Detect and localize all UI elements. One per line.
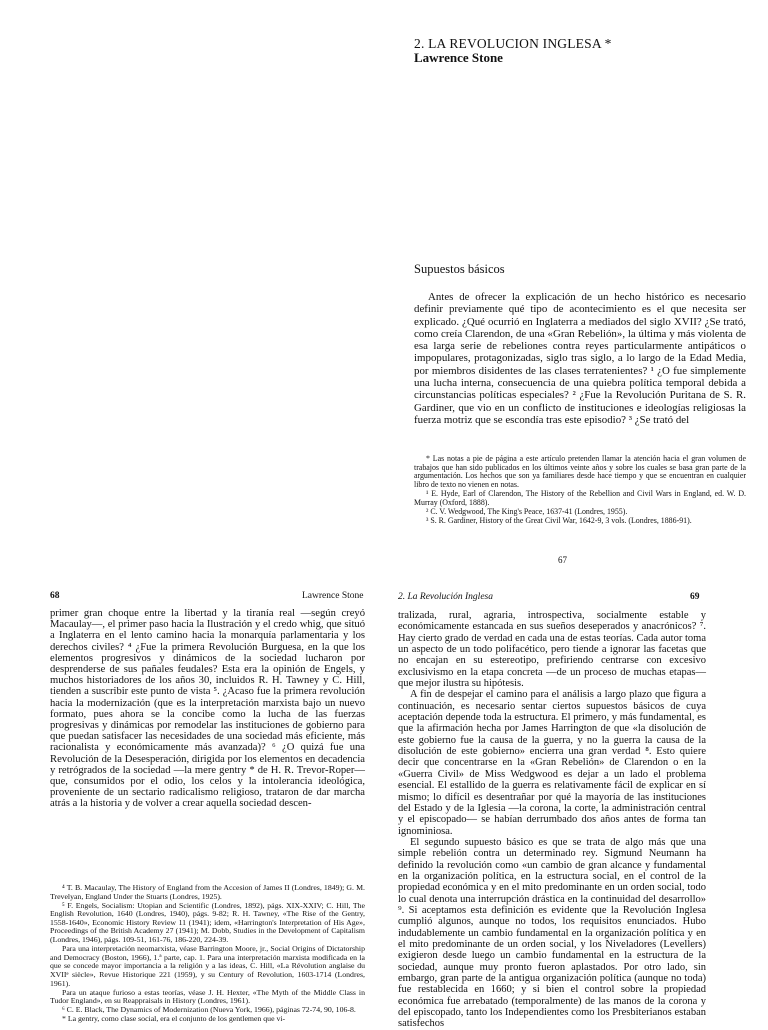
footnotes (50, 884, 365, 1025)
chapter-title: 2. LA REVOLUCION INGLESA * (414, 36, 612, 51)
page-68 (0, 582, 384, 1024)
footnotes (414, 455, 746, 527)
running-head: 2. La Revolución Inglesa (398, 592, 493, 602)
footnote: Para una interpretación neomarxista, véase Barrington Moore, jr., Social Origins of Dictatorship and Democracy (Boston, 1966), 1.ª parte, cap. 1. Para una interpretación marxista modificada en la que se concede mayor importancia a la religión y a las ideas, C. Hill, «La Révolution anglaise du XVIIᵉ siècle», Revue Historique 221 (1959), y su Century of Revolution, 1603-1714 (Londres, 1961). (50, 944, 365, 988)
paragraph: El segundo supuesto básico es que se trata de algo más que una simple rebelión contra un determinado rey. Sigmund Neumann ha definido la revolución como «un cambio de gran alcance y fundamental en la organización política, en la estructura social, en el control de la propiedad económica y en el mito predominante en un orden social, todo lo cual denota una interrupción drástica en la continuidad del desarrollo» ⁹. Si aceptamos esta definición es evidente que la Revolución Inglesa cumplió algunos, aunque no todos, los requisitos enunciados. Hubo indudablemente un cambio fundamental en la organización política y en el mito predominante de un orden social, y los Niveladores (Levellers) exigieron desde luego un cambio fundamental en la estructura de la sociedad, aunque muy pronto fueron aplastados. Por otro lado, sin embargo, gran parte de la antigua organización política (aunque no toda) fue restablecida en 1660; y si bien el control sobre la propiedad económica fue arrebatado (temporalmente) de las manos de la corona y del episcopado, tanto los Independientes como los Presbiterianos estaban satisfechos (398, 836, 706, 1030)
page-header (50, 591, 364, 605)
paragraph: tralizada, rural, agraria, introspectiva, socialmente estable y económicamente estancada en sus sueños deseperados y anacrónicos? ⁷. Hay cierto grado de verdad en cada una de estas teorías. Cada autor toma un aspecto de un todo polifacético, pero tiende a ignorar las facetas que no encajan en su estereotipo, prefiriendo centrarse con excesivo exclusivismo en la etapa concreta —de un proceso de muchas etapas— que mejor ilustra su hipótesis. (398, 610, 706, 690)
chapter-author: Lawrence Stone (414, 50, 503, 65)
footnote: ² C. V. Wedgwood, The King's Peace, 1637-41 (Londres, 1955). (426, 507, 628, 517)
footnote: ¹ E. Hyde, Earl of Clarendon, The History of the Rebellion and Civil Wars in England, ed. W. D. Murray (Oxford, 1888). (414, 489, 746, 508)
footnote: * Las notas a pie de página a este artículo pretenden llamar la atención hacia el gran volumen de trabajos que han sido publicados en los últimos veinte años y sobre los cuales se basa gran parte de la argumentación. Los hechos que son ya familiares desde hace tiempo y que se encuentran en cualquier libro de texto no vienen en notas. (414, 454, 746, 490)
page-header (398, 592, 706, 606)
footnote: ⁶ C. E. Black, The Dynamics of Modernization (Nueva York, 1966), páginas 72-74, 90, 106-8. (62, 1005, 356, 1015)
footnote: ⁴ T. B. Macaulay, The History of England from the Accesion of James II (Londres, 1849); G. M. Trevelyan, England Under the Stuarts (Londres, 1925). (50, 883, 365, 901)
body-text (414, 291, 746, 426)
page-number: 69 (690, 592, 700, 602)
paragraph: A fin de despejar el camino para el análisis a largo plazo que figura a continuación, es necesario sentar ciertos supuestos básicos de cuya aceptación depende toda la estructura. El primero, y más fundamental, es que la afirmación hecha por James Harrington de que «la disolución de este gobierno fue la causa de la guerra, y no la guerra la causa de la disolución de este gobierno» encierra una gran verdad ⁸. Esto quiere decir que concentrarse en la «Gran Rebelión» de Clarendon o en la «Guerra Civil» de Miss Wedgwood es dejar a un lado el problema esencial. El estallido de la guerra es relativamente fácil de explicar en sí mismo; lo difícil es desentrañar por qué la mayoría de las instituciones del Estado y de la Iglesia —la corona, la corte, la administración central y el episcopado— se habían derrumbado dos años antes de forma tan ignominiosa. (398, 689, 706, 837)
footnote: ³ S. R. Gardiner, History of the Great Civil War, 1642-9, 3 vols. (Londres, 1886-91). (426, 516, 692, 526)
section-heading: Supuestos básicos (414, 262, 505, 276)
paragraph: primer gran choque entre la libertad y la tiranía real —según creyó Macaulay—, el primer paso hacia la Ilustración y el credo whig, que situó a Inglaterra en el lento camino hacia la monarquía parlamentaria y los derechos civiles? ⁴ ¿Fue la primera Revolución Burguesa, en la que los elementos progresivos y dinámicos de la sociedad lucharon por desprenderse de sus pañales feudales? Esta era la opinión de Engels, y muchos historiadores de los años 30, incluidos R. H. Tawney y C. Hill, tienden a suscribir este punto de vista ⁵. ¿Acaso fue la primera revolución hacia la modernización (que es la interpretación marxista bajo un nuevo formato, pues ahora se la concibe como la lucha de las fuerzas progresivas y dinámicas por remodelar las instituciones de gobierno para que puedan satisfacer las necesidades de una sociedad más eficiente, más racionalista y económicamente más avanzada)? ⁶ ¿O quizá fue una Revolución de la Desesperación, dirigida por los elementos en decadencia y retrógrados de la sociedad —la mere gentry * de H. R. Trevor-Roper— que, consumidos por el odio, los celos y la intolerancia ideológica, proveniente de un sectario radicalismo religioso, trataron de dar marcha atrás a la historia y de volver a crear aquella sociedad descen- (50, 608, 365, 810)
footnote: ⁵ F. Engels, Socialism: Utopian and Scientific (Londres, 1892), págs. XIX-XXIV; C. Hill, The English Revolution, 1640 (Londres, 1940), págs. 9-82; R. H. Tawney, «The Rise of the Gentry, 1558-1640», Economic History Review 11 (1941); idem, «Harrington's Interpretation of His Age», Proceedings of the British Academy 27 (1941); M. Dobb, Studies in the Development of Capitalism (Londres, 1946), págs. 109-51, 161-76, 186-220, 224-39. (50, 900, 365, 945)
footnote: * La gentry, como clase social, era el conjunto de los gentlemen que vi- (62, 1014, 286, 1024)
page-69 (384, 582, 768, 1030)
body-text (398, 610, 706, 1030)
running-head: Lawrence Stone (302, 591, 364, 601)
paragraph: Antes de ofrecer la explicación de un hecho histórico es necesario definir previamente qué tipo de acontecimiento es el que necesita ser explicado. ¿Qué ocurrió en Inglaterra a mediados del siglo XVII? ¿Se trató, como creía Clarendon, de una «Gran Rebelión», la última y más violenta de esa larga serie de rebeliones contra reyes particularmente antipáticos o impopulares, protagonizadas, siglo tras siglo, a lo largo de la Edad Media, por miembros disidentes de las clases terratenientes? ¹ ¿O fue simplemente una lucha interna, consecuencia de una quiebra política temporal debida a circunstancias políticas especiales? ² ¿Fue la Revolución Puritana de S. R. Gardiner, que vio en un conflicto de instituciones e ideologías religiosas la fuerza motriz que se escondía tras este episodio? ³ ¿Se trató del (414, 291, 746, 426)
page-number: 67 (558, 555, 567, 565)
footnote: Para un ataque furioso a estas teorías, véase J. H. Hexter, «The Myth of the Middle Class in Tudor England», en su Reappraisals in History (Londres, 1961). (50, 987, 365, 1006)
body-text (50, 608, 365, 810)
page-number: 68 (50, 591, 60, 601)
